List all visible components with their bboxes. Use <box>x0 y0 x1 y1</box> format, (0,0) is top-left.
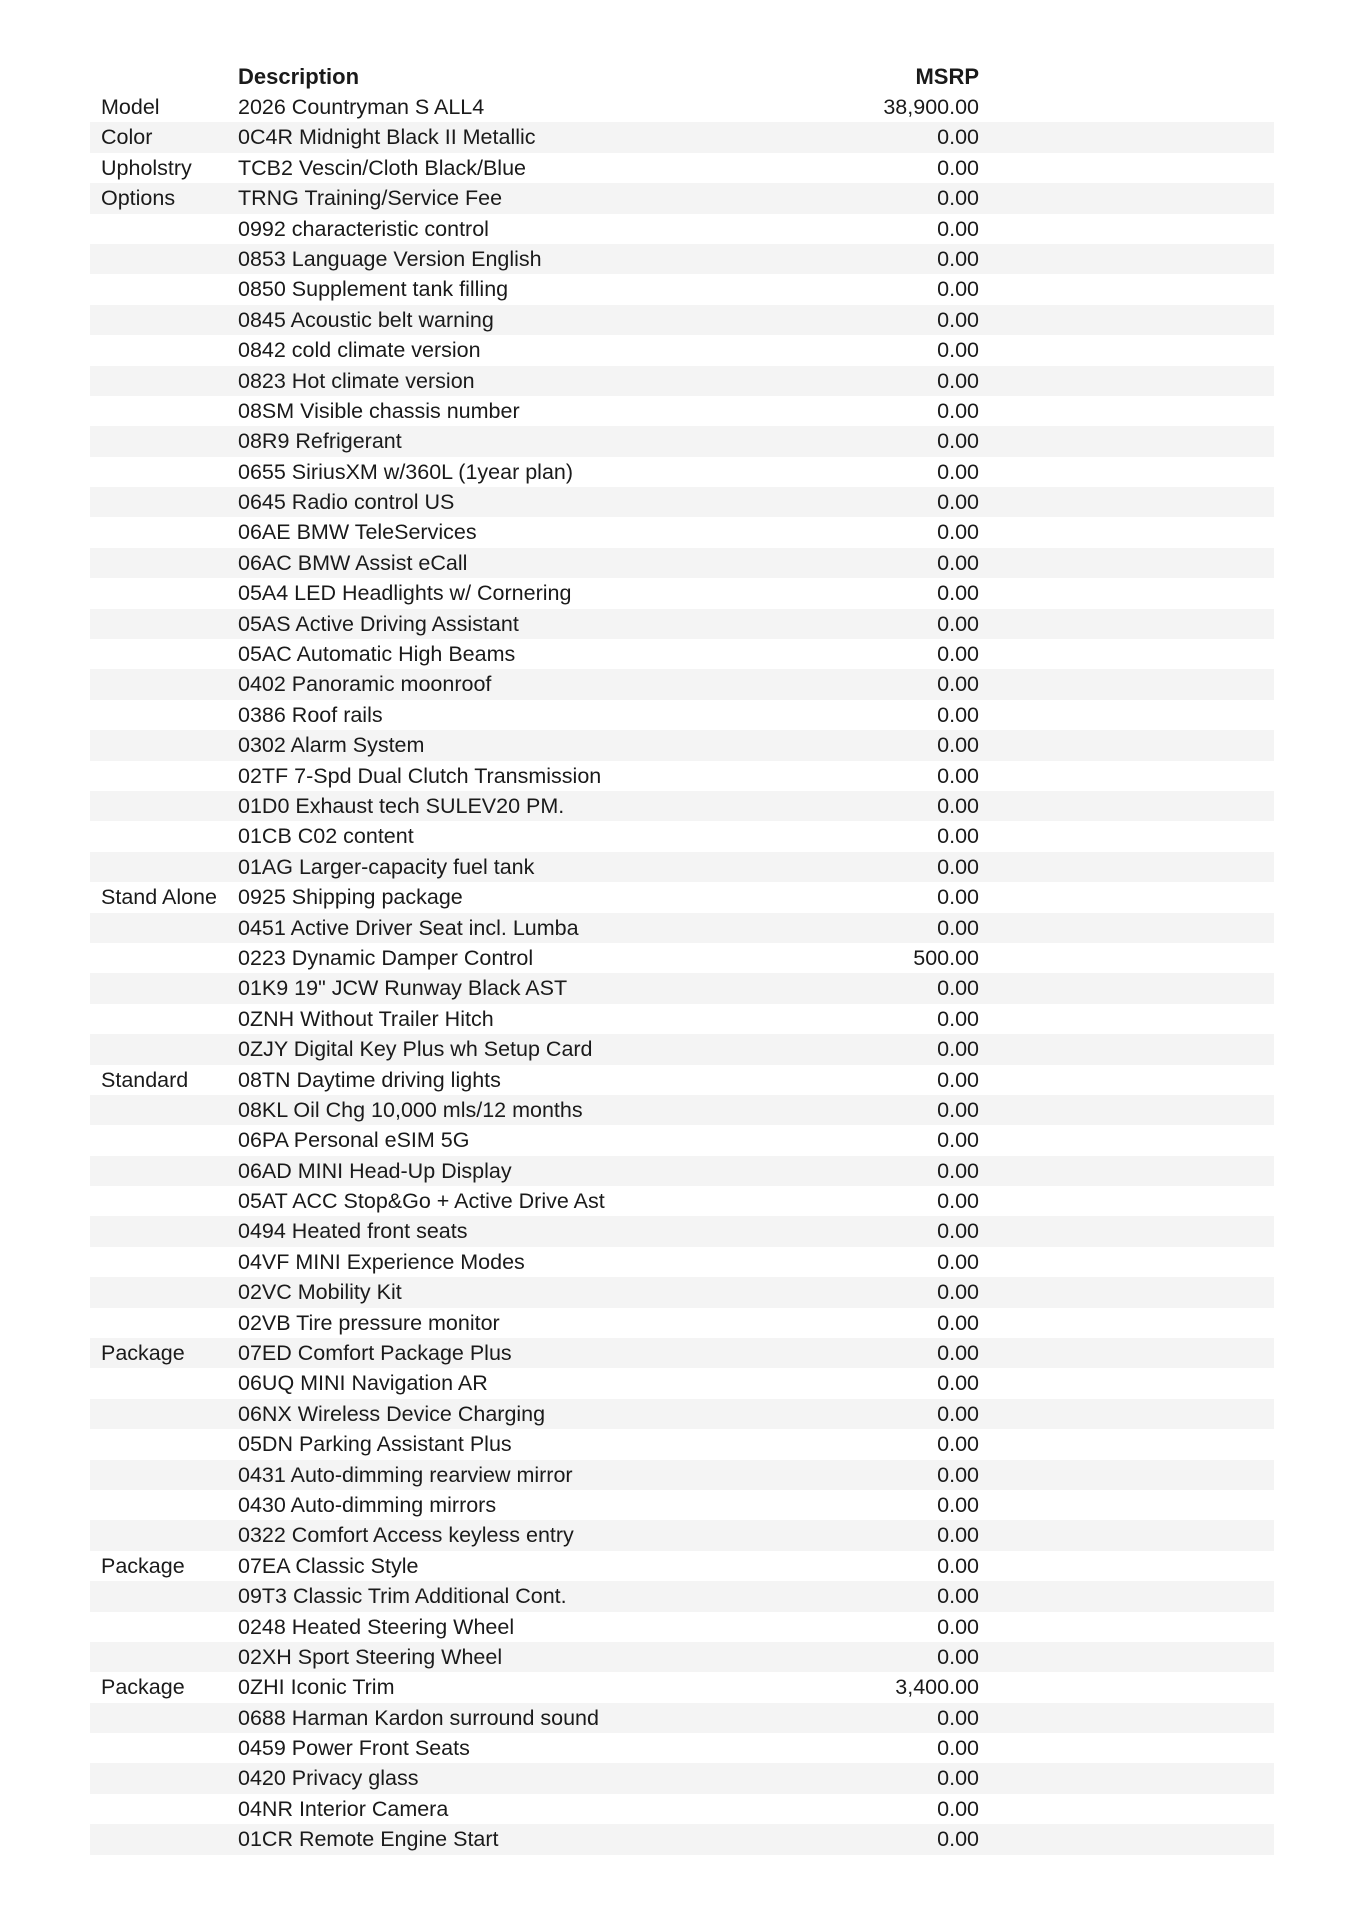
row-description: 06PA Personal eSIM 5G <box>238 1128 470 1153</box>
row-description: 0925 Shipping package <box>238 885 463 910</box>
row-msrp: 0.00 <box>937 1401 979 1426</box>
table-row <box>90 487 1274 517</box>
row-msrp: 0.00 <box>937 1462 979 1487</box>
row-msrp: 0.00 <box>937 1371 979 1396</box>
row-msrp: 0.00 <box>937 550 979 575</box>
table-row <box>90 609 1274 639</box>
table-row <box>90 1672 1274 1702</box>
row-msrp: 0.00 <box>937 611 979 636</box>
table-row <box>90 1338 1274 1368</box>
row-msrp: 0.00 <box>937 186 979 211</box>
table-row <box>90 1125 1274 1155</box>
row-description: 0850 Supplement tank filling <box>238 277 509 302</box>
table-row <box>90 1156 1274 1186</box>
table-row <box>90 274 1274 304</box>
row-description: 01CR Remote Engine Start <box>238 1827 499 1852</box>
row-msrp: 0.00 <box>937 1189 979 1214</box>
row-msrp: 0.00 <box>937 277 979 302</box>
row-category: Model <box>101 95 160 119</box>
row-msrp: 0.00 <box>937 368 979 393</box>
row-description: 02VB Tire pressure monitor <box>238 1310 500 1335</box>
options-table <box>90 92 1274 1855</box>
table-row <box>90 1065 1274 1095</box>
row-msrp: 0.00 <box>937 338 979 363</box>
table-row <box>90 183 1274 213</box>
table-row <box>90 1308 1274 1338</box>
table-row <box>90 791 1274 821</box>
table-row <box>90 943 1274 973</box>
table-row <box>90 1247 1274 1277</box>
row-description: 06AE BMW TeleServices <box>238 520 477 545</box>
row-description: 0688 Harman Kardon surround sound <box>238 1705 599 1730</box>
table-row <box>90 457 1274 487</box>
row-description: 0223 Dynamic Damper Control <box>238 945 534 970</box>
row-msrp: 0.00 <box>937 490 979 515</box>
row-description: 0451 Active Driver Seat incl. Lumba <box>238 915 579 940</box>
row-description: 08TN Daytime driving lights <box>238 1067 501 1092</box>
table-row <box>90 1490 1274 1520</box>
table-row <box>90 639 1274 669</box>
table-row <box>90 214 1274 244</box>
row-description: 06UQ MINI Navigation AR <box>238 1371 488 1396</box>
row-msrp: 0.00 <box>937 763 979 788</box>
msrp-column-header: MSRP <box>915 64 979 89</box>
row-description: 0420 Privacy glass <box>238 1766 419 1791</box>
row-msrp: 0.00 <box>937 1219 979 1244</box>
row-msrp: 0.00 <box>937 246 979 271</box>
row-msrp: 0.00 <box>937 1432 979 1457</box>
table-row <box>90 1581 1274 1611</box>
table-row <box>90 852 1274 882</box>
row-msrp: 0.00 <box>937 581 979 606</box>
row-description: TCB2 Vescin/Cloth Black/Blue <box>238 155 526 180</box>
row-msrp: 0.00 <box>937 1310 979 1335</box>
row-msrp: 0.00 <box>937 1067 979 1092</box>
row-description: 08R9 Refrigerant <box>238 429 402 454</box>
row-description: 0494 Heated front seats <box>238 1219 468 1244</box>
table-row <box>90 122 1274 152</box>
table-row <box>90 821 1274 851</box>
row-msrp: 0.00 <box>937 672 979 697</box>
row-msrp: 0.00 <box>937 1037 979 1062</box>
description-column-header: Description <box>238 64 360 89</box>
table-row <box>90 669 1274 699</box>
row-msrp: 0.00 <box>937 307 979 332</box>
table-row <box>90 1520 1274 1550</box>
row-msrp: 38,900.00 <box>883 95 979 119</box>
row-description: 0842 cold climate version <box>238 338 481 363</box>
table-row <box>90 1763 1274 1793</box>
row-msrp: 0.00 <box>937 824 979 849</box>
row-description: 0655 SiriusXM w/360L (1year plan) <box>238 459 574 484</box>
row-msrp: 0.00 <box>937 854 979 879</box>
row-description: 02XH Sport Steering Wheel <box>238 1644 503 1669</box>
row-msrp: 3,400.00 <box>895 1675 979 1700</box>
row-msrp: 0.00 <box>937 1492 979 1517</box>
table-row <box>90 1277 1274 1307</box>
row-description: TRNG Training/Service Fee <box>238 186 503 211</box>
table-row <box>90 1004 1274 1034</box>
row-msrp: 0.00 <box>937 1644 979 1669</box>
row-msrp: 0.00 <box>937 1158 979 1183</box>
row-msrp: 500.00 <box>913 945 979 970</box>
row-description: 07ED Comfort Package Plus <box>238 1341 512 1366</box>
row-description: 01CB C02 content <box>238 824 414 849</box>
row-description: 06AD MINI Head-Up Display <box>238 1158 512 1183</box>
table-row <box>90 882 1274 912</box>
table-row <box>90 1095 1274 1125</box>
row-msrp: 0.00 <box>937 1827 979 1852</box>
table-row <box>90 1642 1274 1672</box>
row-description: 0431 Auto-dimming rearview mirror <box>238 1462 573 1487</box>
row-msrp: 0.00 <box>937 976 979 1001</box>
row-msrp: 0.00 <box>937 1796 979 1821</box>
row-description: 06AC BMW Assist eCall <box>238 550 468 575</box>
table-row <box>90 153 1274 183</box>
table-row <box>90 1703 1274 1733</box>
table-row <box>90 244 1274 274</box>
row-description: 0302 Alarm System <box>238 733 425 758</box>
table-row <box>90 700 1274 730</box>
row-msrp: 0.00 <box>937 885 979 910</box>
row-description: 0459 Power Front Seats <box>238 1736 470 1761</box>
table-row <box>90 761 1274 791</box>
table-row <box>90 1733 1274 1763</box>
row-category: Package <box>101 1675 185 1700</box>
row-description: 07EA Classic Style <box>238 1553 419 1578</box>
row-description: 05A4 LED Headlights w/ Cornering <box>238 581 572 606</box>
row-description: 04NR Interior Camera <box>238 1796 449 1821</box>
table-row <box>90 1034 1274 1064</box>
row-msrp: 0.00 <box>937 1341 979 1366</box>
row-category: Standard <box>101 1067 189 1092</box>
row-description: 08KL Oil Chg 10,000 mls/12 months <box>238 1097 583 1122</box>
table-row <box>90 335 1274 365</box>
row-msrp: 0.00 <box>937 155 979 180</box>
table-row <box>90 92 1274 122</box>
table-row <box>90 396 1274 426</box>
row-description: 0C4R Midnight Black II Metallic <box>238 125 536 150</box>
table-row <box>90 305 1274 335</box>
table-row <box>90 1824 1274 1854</box>
table-row <box>90 1368 1274 1398</box>
row-description: 0322 Comfort Access keyless entry <box>238 1523 574 1548</box>
row-description: 0823 Hot climate version <box>238 368 475 393</box>
row-msrp: 0.00 <box>937 1705 979 1730</box>
row-msrp: 0.00 <box>937 1523 979 1548</box>
row-description: 06NX Wireless Device Charging <box>238 1401 546 1426</box>
table-row <box>90 578 1274 608</box>
row-msrp: 0.00 <box>937 642 979 667</box>
row-category: Stand Alone <box>101 885 217 910</box>
row-msrp: 0.00 <box>937 733 979 758</box>
row-description: 02VC Mobility Kit <box>238 1280 402 1305</box>
row-description: 02TF 7-Spd Dual Clutch Transmission <box>238 763 602 788</box>
row-category: Package <box>101 1553 185 1578</box>
row-msrp: 0.00 <box>937 1006 979 1031</box>
row-description: 0386 Roof rails <box>238 702 383 727</box>
row-msrp: 0.00 <box>937 459 979 484</box>
table-row <box>90 1612 1274 1642</box>
table-row <box>90 1399 1274 1429</box>
row-description: 0402 Panoramic moonroof <box>238 672 492 697</box>
row-category: Options <box>101 186 176 211</box>
table-row <box>90 1216 1274 1246</box>
table-row <box>90 1186 1274 1216</box>
table-row <box>90 426 1274 456</box>
row-description: 2026 Countryman S ALL4 <box>238 95 485 119</box>
row-msrp: 0.00 <box>937 125 979 150</box>
row-description: 05AS Active Driving Assistant <box>238 611 519 636</box>
row-msrp: 0.00 <box>937 520 979 545</box>
table-row <box>90 1794 1274 1824</box>
row-description: 01D0 Exhaust tech SULEV20 PM. <box>238 793 565 818</box>
row-msrp: 0.00 <box>937 1249 979 1274</box>
table-row <box>90 1551 1274 1581</box>
row-description: 0ZNH Without Trailer Hitch <box>238 1006 494 1031</box>
row-description: 0248 Heated Steering Wheel <box>238 1614 515 1639</box>
row-description: 0ZHI Iconic Trim <box>238 1675 395 1700</box>
row-description: 05AC Automatic High Beams <box>238 642 516 667</box>
table-row <box>90 366 1274 396</box>
row-description: 05AT ACC Stop&Go + Active Drive Ast <box>238 1189 605 1214</box>
row-msrp: 0.00 <box>937 1097 979 1122</box>
row-msrp: 0.00 <box>937 1766 979 1791</box>
row-description: 01K9 19" JCW Runway Black AST <box>238 976 568 1001</box>
row-msrp: 0.00 <box>937 1128 979 1153</box>
row-description: 08SM Visible chassis number <box>238 398 520 423</box>
row-msrp: 0.00 <box>937 429 979 454</box>
table-row <box>90 730 1274 760</box>
row-description: 09T3 Classic Trim Additional Cont. <box>238 1584 567 1609</box>
row-description: 01AG Larger-capacity fuel tank <box>238 854 535 879</box>
row-category: Color <box>101 125 153 150</box>
row-msrp: 0.00 <box>937 915 979 940</box>
row-description: 0992 characteristic control <box>238 216 489 241</box>
table-row <box>90 1460 1274 1490</box>
table-row <box>90 973 1274 1003</box>
row-description: 0853 Language Version English <box>238 246 542 271</box>
row-description: 0645 Radio control US <box>238 490 455 515</box>
row-category: Upholstry <box>101 155 192 180</box>
row-msrp: 0.00 <box>937 1280 979 1305</box>
row-msrp: 0.00 <box>937 398 979 423</box>
row-description: 04VF MINI Experience Modes <box>238 1249 525 1274</box>
table-row <box>90 548 1274 578</box>
row-msrp: 0.00 <box>937 793 979 818</box>
row-description: 0430 Auto-dimming mirrors <box>238 1492 497 1517</box>
row-msrp: 0.00 <box>937 1553 979 1578</box>
row-description: 0845 Acoustic belt warning <box>238 307 494 332</box>
table-row <box>90 913 1274 943</box>
row-msrp: 0.00 <box>937 216 979 241</box>
table-row <box>90 1429 1274 1459</box>
row-msrp: 0.00 <box>937 1736 979 1761</box>
row-description: 0ZJY Digital Key Plus wh Setup Card <box>238 1037 593 1062</box>
row-description: 05DN Parking Assistant Plus <box>238 1432 512 1457</box>
row-msrp: 0.00 <box>937 702 979 727</box>
table-row <box>90 517 1274 547</box>
row-category: Package <box>101 1341 185 1366</box>
row-msrp: 0.00 <box>937 1614 979 1639</box>
row-msrp: 0.00 <box>937 1584 979 1609</box>
table-header <box>90 62 1274 92</box>
